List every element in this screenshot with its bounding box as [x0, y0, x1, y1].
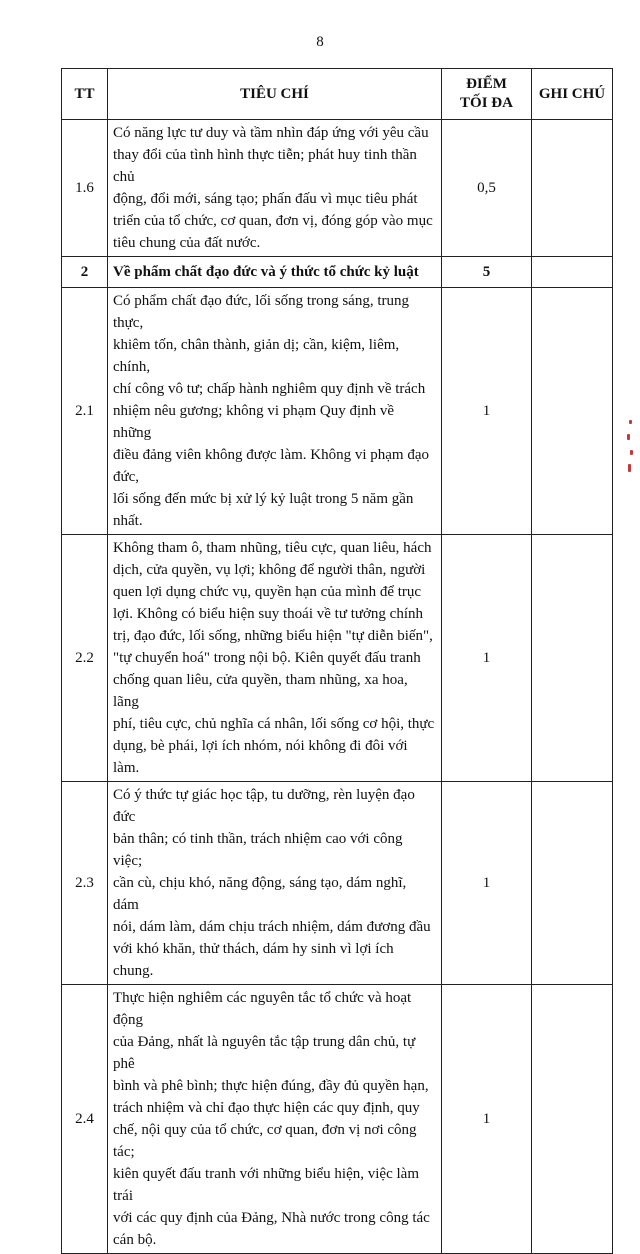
max-score: 1 — [442, 985, 532, 1254]
criteria-line: quen lợi dụng chức vụ, quyền hạn của mình để trục — [113, 584, 422, 600]
criteria-line: chí công vô tư; chấp hành nghiêm quy định về trách — [113, 381, 426, 397]
criteria-line: với các quy định của Đảng, Nhà nước trong công tác — [113, 1210, 430, 1226]
criteria-line: phí, tiêu cực, chủ nghĩa cá nhân, lối sống cơ hội, thực — [113, 716, 435, 732]
criteria-line: lối sống đến mức bị xử lý kỷ luật trong 5 năm gần nhất. — [113, 491, 414, 529]
table-row — [62, 288, 613, 535]
max-score: 1 — [442, 535, 532, 782]
page-number: 8 — [316, 34, 324, 50]
criteria-line: trách nhiệm và chỉ đạo thực hiện các quy định, quy — [113, 1100, 420, 1116]
note-cell — [532, 985, 613, 1254]
section-row — [62, 257, 613, 288]
max-score: 0,5 — [442, 120, 532, 257]
header-tt: TT — [62, 69, 108, 120]
table-row — [62, 120, 613, 257]
red-stamp-edge-mark — [626, 420, 634, 480]
header-note: GHI CHÚ — [532, 69, 613, 120]
row-number: 2.1 — [62, 288, 108, 535]
max-score: 1 — [442, 288, 532, 535]
criteria-table — [61, 68, 613, 1254]
table-row — [62, 985, 613, 1254]
criteria-line: Không tham ô, tham nhũng, tiêu cực, quan liêu, hách — [113, 540, 432, 556]
note-cell — [532, 288, 613, 535]
criteria-line: Thực hiện nghiêm các nguyên tắc tổ chức và hoạt động — [113, 990, 412, 1028]
criteria-line: Có năng lực tư duy và tầm nhìn đáp ứng với yêu cầu — [113, 125, 429, 141]
criteria-line: trị, đạo đức, lối sống, những biểu hiện "tự diễn biến", — [113, 628, 433, 644]
table-row — [62, 782, 613, 985]
note-cell — [532, 535, 613, 782]
criteria-line: lợi. Không có biểu hiện suy thoái về tư tưởng chính — [113, 606, 423, 622]
criteria-line: triển của tổ chức, cơ quan, đơn vị, đóng góp vào mục — [113, 213, 433, 229]
criteria-text — [108, 985, 442, 1254]
max-score: 1 — [442, 782, 532, 985]
note-cell — [532, 257, 613, 288]
row-number: 2.2 — [62, 535, 108, 782]
criteria-line: thay đổi của tình hình thực tiễn; phát huy tinh thần chủ — [113, 147, 417, 185]
row-number: 1.6 — [62, 120, 108, 257]
criteria-line: Có phẩm chất đạo đức, lối sống trong sáng, trung thực, — [113, 293, 410, 331]
criteria-line: dụng, bè phái, lợi ích nhóm, nói không đi đôi với làm. — [113, 738, 408, 776]
header-criteria: TIÊU CHÍ — [108, 69, 442, 120]
header-max-score-line1: ĐIỂM — [466, 76, 507, 92]
row-number: 2 — [62, 257, 108, 288]
criteria-line: điều đảng viên không được làm. Không vi phạm đạo đức, — [113, 447, 430, 485]
header-max-score-line2: TỐI ĐA — [460, 95, 513, 111]
criteria-line: chống quan liêu, cửa quyền, tham nhũng, xa hoa, lãng — [113, 672, 408, 710]
criteria-line: với khó khăn, thử thách, dám hy sinh vì lợi ích chung. — [113, 941, 394, 979]
criteria-text — [108, 288, 442, 535]
criteria-line: "tự chuyển hoá" trong nội bộ. Kiên quyết đấu tranh — [113, 650, 421, 666]
criteria-line: kiên quyết đấu tranh với những biểu hiện, việc làm trái — [113, 1166, 419, 1204]
table-row — [62, 535, 613, 782]
table-header-row — [62, 69, 613, 120]
criteria-line: khiêm tốn, chân thành, giản dị; cần, kiệm, liêm, chính, — [113, 337, 400, 375]
table-body — [62, 120, 613, 1254]
criteria-line: bản thân; có tinh thần, trách nhiệm cao với công việc; — [113, 831, 403, 869]
note-cell — [532, 782, 613, 985]
criteria-text — [108, 535, 442, 782]
criteria-line: cần cù, chịu khó, năng động, sáng tạo, dám nghĩ, dám — [113, 875, 407, 913]
max-score: 5 — [442, 257, 532, 288]
row-number: 2.4 — [62, 985, 108, 1254]
criteria-line: cán bộ. — [113, 1232, 157, 1248]
criteria-text — [108, 782, 442, 985]
criteria-text — [108, 120, 442, 257]
criteria-line: của Đảng, nhất là nguyên tắc tập trung dân chủ, tự phê — [113, 1034, 416, 1072]
criteria-line: dịch, cửa quyền, vụ lợi; không để người thân, người — [113, 562, 426, 578]
row-number: 2.3 — [62, 782, 108, 985]
criteria-line: bình và phê bình; thực hiện đúng, đầy đủ quyền hạn, — [113, 1078, 429, 1094]
criteria-line: tiêu chung của đất nước. — [113, 235, 261, 251]
criteria-line: Có ý thức tự giác học tập, tu dưỡng, rèn luyện đạo đức — [113, 787, 415, 825]
criteria-line: Về phẩm chất đạo đức và ý thức tổ chức kỷ luật — [113, 264, 419, 280]
criteria-line: nói, dám làm, dám chịu trách nhiệm, dám đương đầu — [113, 919, 431, 935]
header-max-score — [442, 69, 532, 120]
criteria-line: động, đổi mới, sáng tạo; phấn đấu vì mục tiêu phát — [113, 191, 418, 207]
note-cell — [532, 120, 613, 257]
criteria-line: nhiệm nêu gương; không vi phạm Quy định về những — [113, 403, 395, 441]
criteria-line: chế, nội quy của tổ chức, cơ quan, đơn vị nơi công tác; — [113, 1122, 417, 1160]
criteria-text — [108, 257, 442, 288]
